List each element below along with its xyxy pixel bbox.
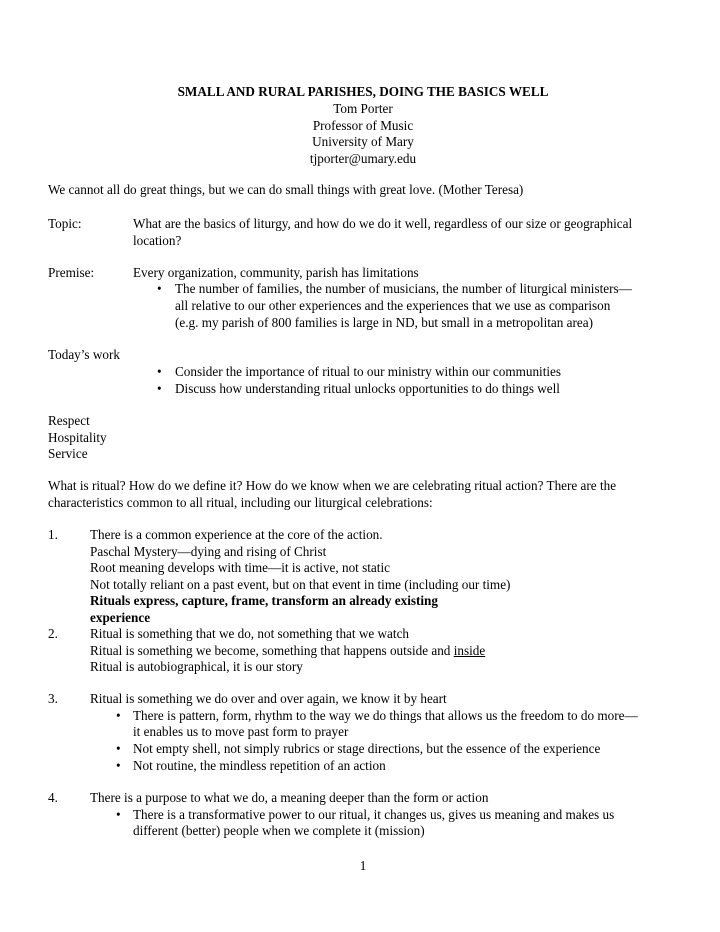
point-1-line-1: There is a common experience at the core of the action. (90, 527, 383, 542)
opening-quote: We cannot all do great things, but we can do small things with great love. (Mother Teresa) (48, 182, 524, 197)
bullet-icon: • (157, 281, 162, 296)
premise-line: Every organization, community, parish has limitations (133, 265, 419, 280)
point-1-line-2: Paschal Mystery—dying and rising of Christ (90, 544, 327, 559)
document-title: SMALL AND RURAL PARISHES, DOING THE BASICS WELL (177, 84, 549, 99)
point-4-bullet-line-2: different (better) people when we complete it (mission) (133, 823, 425, 838)
value-respect: Respect (48, 413, 90, 428)
premise-label: Premise: (48, 265, 95, 280)
point-3-line: Ritual is something we do over and over again, we know it by heart (90, 691, 447, 706)
point-1-bold-line-1: Rituals express, capture, frame, transform an already existing (90, 593, 438, 608)
point-1-number: 1. (48, 527, 58, 542)
point-2-line-2-text: Ritual is something we become, something that happens outside and (90, 643, 454, 658)
ritual-intro-line-1: What is ritual? How do we define it? How do we know when we are celebrating ritual action? There are the (48, 478, 617, 493)
ritual-intro-line-2: characteristics common to all ritual, including our liturgical celebrations: (48, 495, 433, 510)
topic-line-1: What are the basics of liturgy, and how do we do it well, regardless of our size or geographical (133, 216, 633, 231)
point-3-bullet-3: Not routine, the mindless repetition of an action (133, 758, 386, 773)
point-4-bullet-line-1: There is a transformative power to our ritual, it changes us, gives us meaning and makes us (133, 807, 615, 822)
point-3-bullet-1-line-2: it enables us to move past form to prayer (133, 724, 349, 739)
bullet-icon: • (116, 807, 121, 822)
point-3-bullet-2: Not empty shell, not simply rubrics or stage directions, but the essence of the experience (133, 741, 601, 756)
value-service: Service (48, 446, 88, 461)
underlined-word: inside (453, 643, 486, 658)
point-1-line-3: Root meaning develops with time—it is active, not static (90, 560, 390, 575)
point-2-line-3: Ritual is autobiographical, it is our story (90, 659, 303, 674)
bullet-icon: • (157, 364, 162, 379)
page-number: 1 (359, 858, 367, 873)
todays-work-bullet-1: Consider the importance of ritual to our ministry within our communities (175, 364, 562, 379)
point-3-number: 3. (48, 691, 58, 706)
topic-label: Topic: (48, 216, 82, 231)
point-4-number: 4. (48, 790, 58, 805)
author-name: Tom Porter (333, 101, 393, 116)
point-4-line: There is a purpose to what we do, a meaning deeper than the form or action (90, 790, 489, 805)
topic-line-2: location? (133, 233, 182, 248)
premise-bullet-line-2: all relative to our other experiences and the experiences that we use as comparison (175, 298, 611, 313)
todays-work-bullet-2: Discuss how understanding ritual unlocks opportunities to do things well (175, 381, 560, 396)
bullet-icon: • (116, 708, 121, 723)
bullet-icon: • (116, 758, 121, 773)
premise-bullet-line-1: The number of families, the number of musicians, the number of liturgical ministers— (175, 281, 632, 296)
point-1-line-4: Not totally reliant on a past event, but on that event in time (including our time) (90, 577, 511, 592)
todays-work-label: Today’s work (48, 347, 120, 362)
premise-bullet-line-3: (e.g. my parish of 800 families is large in ND, but small in a metropolitan area) (175, 315, 593, 330)
bullet-icon: • (116, 741, 121, 756)
value-hospitality: Hospitality (48, 430, 107, 445)
point-3-bullet-1-line-1: There is pattern, form, rhythm to the way we do things that allows us the freedom to do more— (133, 708, 638, 723)
bullet-icon: • (157, 381, 162, 396)
author-email: tjporter@umary.edu (309, 151, 417, 166)
point-2-line-1: Ritual is something that we do, not something that we watch (90, 626, 410, 641)
author-institution: University of Mary (312, 134, 414, 149)
author-role: Professor of Music (312, 118, 414, 133)
point-2-line-2 (90, 643, 485, 659)
point-1-bold-line-2: experience (90, 610, 151, 625)
point-2-number: 2. (48, 626, 58, 641)
